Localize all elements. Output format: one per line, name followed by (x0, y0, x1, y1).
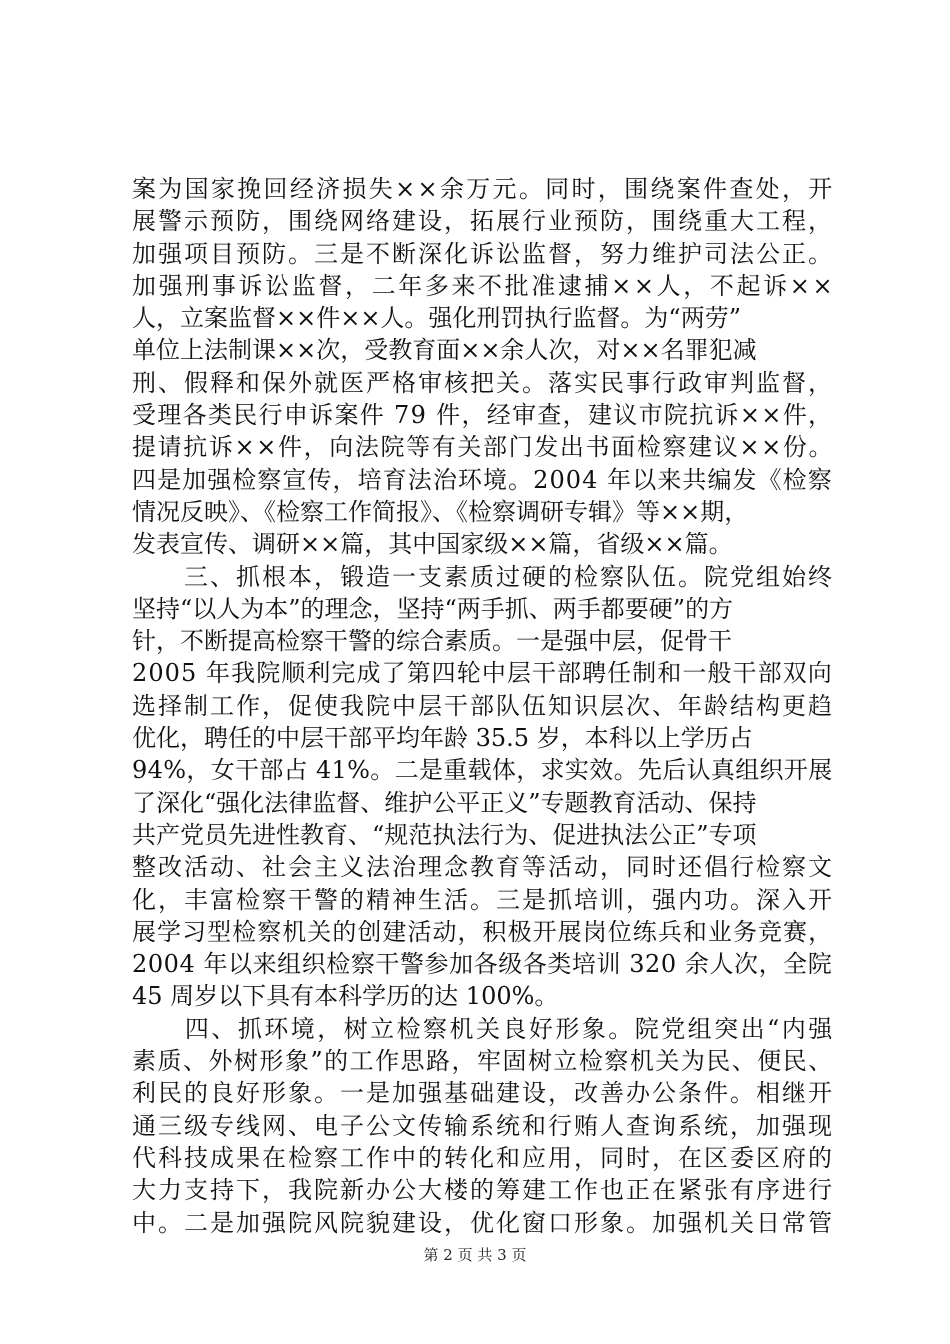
text-line: 代科技成果在检察工作中的转化和应用，同时，在区委区府的 (132, 1143, 834, 1172)
text-line: 2005 年我院顺利完成了第四轮中层干部聘任制和一般干部双向 (132, 659, 833, 688)
text-line: 94%，女干部占 41%。二是重载体，求实效。先后认真组织开展 (132, 756, 833, 785)
text-line: 大力支持下，我院新办公大楼的筹建工作也正在紧张有序进行 (132, 1176, 834, 1205)
text-line: 中。二是加强院风院貌建设，优化窗口形象。加强机关日常管 (132, 1208, 834, 1237)
text-line: 针，不断提高检察干警的综合素质。一是强中层，促骨干 (132, 627, 732, 656)
text-line: 了深化“强化法律监督、维护公平正义”专题教育活动、保持 (132, 788, 757, 817)
text-line: 四是加强检察宣传，培育法治环境。2004 年以来共编发《检察 (132, 465, 833, 494)
text-line: 刑、假释和保外就医严格审核把关。落实民事行政审判监督， (132, 368, 834, 397)
text-line: 整改活动、社会主义法治理念教育等活动，同时还倡行检察文 (132, 853, 834, 882)
text-line: 加强项目预防。三是不断深化诉讼监督，努力维护司法公正。 (132, 239, 834, 268)
text-line: 发表宣传、调研××篇，其中国家级××篇，省级××篇。 (132, 530, 733, 559)
text-line: 选择制工作，促使我院中层干部队伍知识层次、年龄结构更趋 (132, 691, 834, 720)
text-line: 案为国家挽回经济损失××余万元。同时，围绕案件查处，开 (132, 175, 835, 203)
text-line: 四、抓环境，树立检察机关良好形象。院党组突出“内强 (132, 1014, 835, 1043)
text-line: 45 周岁以下具有本科学历的达 100%。 (132, 982, 559, 1011)
page-footer: 第 2 页 共 3 页 (423, 1246, 527, 1264)
text-line: 单位上法制课××次，受教育面××余人次，对××名罪犯减 (132, 336, 757, 365)
text-line: 三、抓根本，锻造一支素质过硬的检察队伍。院党组始终 (132, 562, 834, 591)
text-line: 加强刑事诉讼监督，二年多来不批准逮捕××人，不起诉×× (132, 271, 836, 300)
text-line: 坚持“以人为本”的理念，坚持“两手抓、两手都要硬”的方 (132, 594, 734, 623)
text-line: 2004 年以来组织检察干警参加各级各类培训 320 余人次，全院 (132, 950, 833, 979)
text-line: 受理各类民行申诉案件 79 件，经审查，建议市院抗诉××件， (132, 401, 834, 430)
text-line: 化，丰富检察干警的精神生活。三是抓培训，强内功。深入开 (132, 885, 834, 914)
text-line: 利民的良好形象。一是加强基础建设，改善办公条件。相继开 (132, 1079, 834, 1108)
text-line: 展学习型检察机关的创建活动，积极开展岗位练兵和业务竞赛， (132, 917, 834, 946)
text-line: 素质、外树形象”的工作思路，牢固树立检察机关为民、便民、 (132, 1047, 834, 1076)
text-line: 情况反映》、《检察工作简报》、《检察调研专辑》等××期， (132, 497, 749, 526)
text-line: 提请抗诉××件，向法院等有关部门发出书面检察建议××份。 (132, 433, 835, 462)
text-line: 人，立案监督××件××人。强化刑罚执行监督。为“两劳” (132, 304, 741, 333)
text-line: 展警示预防，围绕网络建设，拓展行业预防，围绕重大工程， (132, 207, 834, 236)
text-line: 优化，聘任的中层干部平均年龄 35.5 岁，本科以上学历占 (132, 724, 753, 753)
text-line: 通三级专线网、电子公文传输系统和行贿人查询系统，加强现 (132, 1111, 834, 1140)
body-text (132, 173, 836, 1239)
text-line: 共产党员先进性教育、“规范执法行为、促进执法公正”专项 (132, 820, 757, 849)
